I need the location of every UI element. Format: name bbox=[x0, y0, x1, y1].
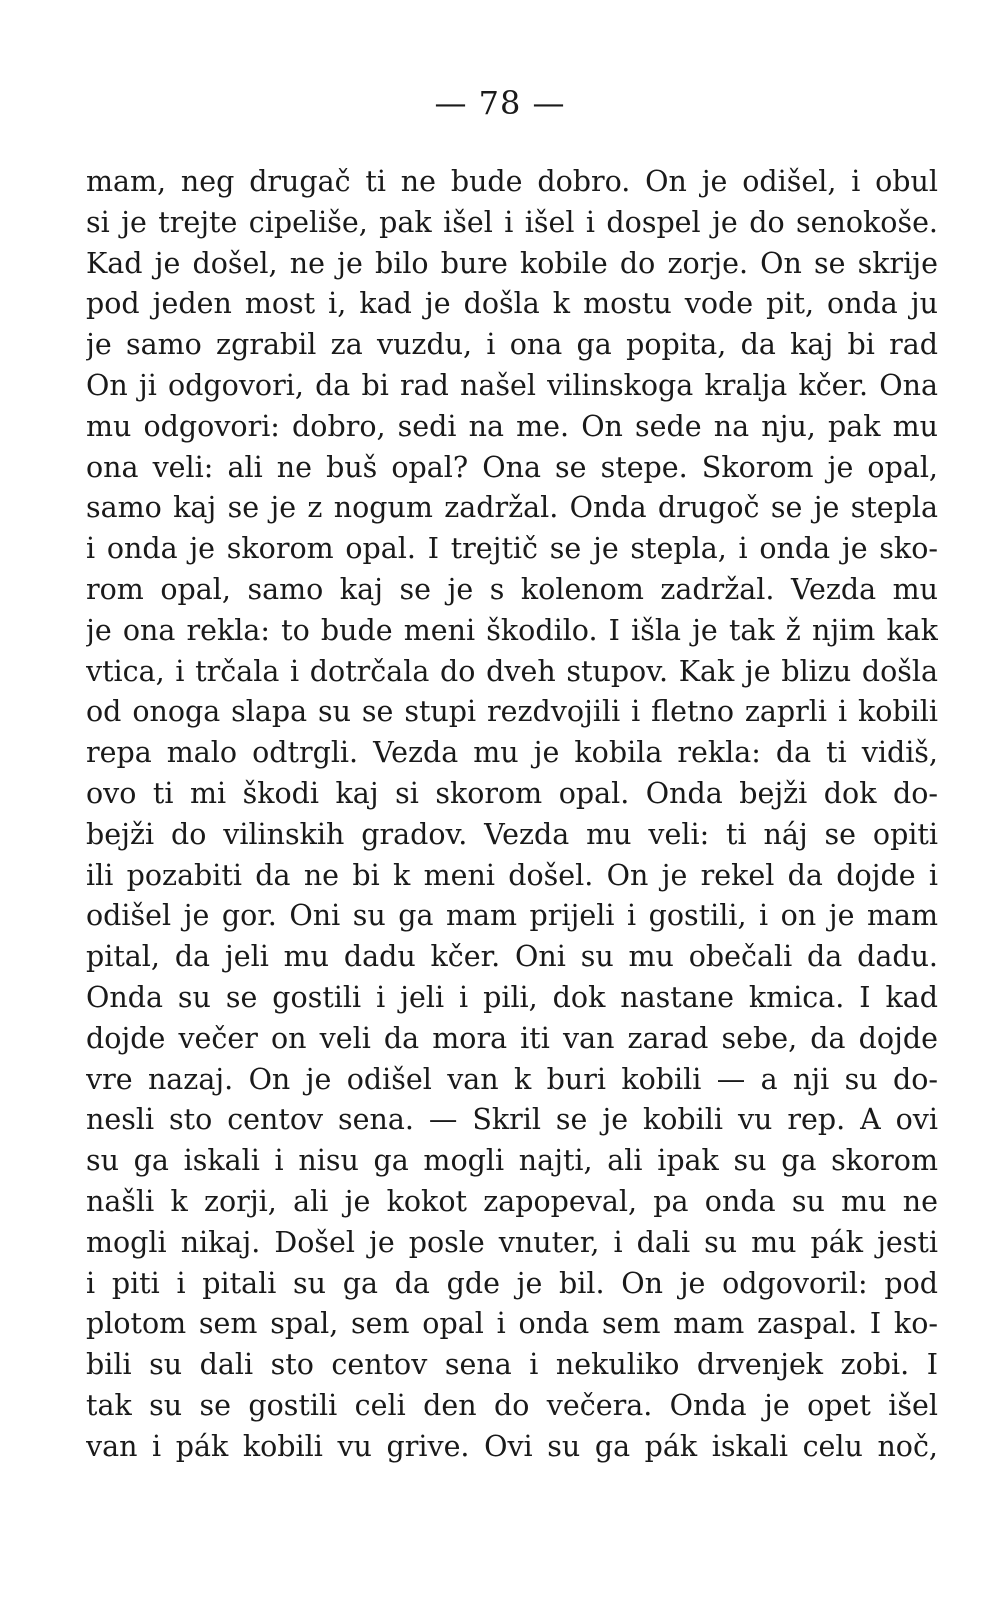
text-line: nesli sto centov sena. — Skril se je kobili vu rep. A ovi bbox=[86, 1103, 938, 1137]
text-line: bili su dali sto centov sena i nekuliko drvenjek zobi. I bbox=[86, 1348, 938, 1382]
body-text bbox=[86, 162, 938, 1468]
page-number: — 78 — bbox=[434, 84, 566, 122]
text-line: su ga iskali i nisu ga mogli najti, ali ipak su ga skorom bbox=[86, 1144, 938, 1178]
text-line: je ona rekla: to bude meni škodilo. I išla je tak ž njim kak bbox=[86, 613, 938, 647]
text-line: rom opal, samo kaj se je s kolenom zadržal. Vezda mu bbox=[86, 572, 938, 606]
text-line: repa malo odtrgli. Vezda mu je kobila rekla: da ti vidiš, bbox=[86, 736, 938, 770]
text-line: samo kaj se je z nogum zadržal. Onda drugoč se je stepla bbox=[86, 491, 938, 525]
text-line: pital, da jeli mu dadu kčer. Oni su mu obečali da dadu. bbox=[86, 940, 938, 974]
text-line: van i pák kobili vu grive. Ovi su ga pák iskali celu noč, bbox=[86, 1429, 938, 1463]
text-line: tak su se gostili celi den do večera. Onda je opet išel bbox=[86, 1388, 938, 1422]
text-line: Kad je došel, ne je bilo bure kobile do zorje. On se skrije bbox=[86, 246, 938, 280]
text-line: mu odgovori: dobro, sedi na me. On sede na nju, pak mu bbox=[86, 409, 938, 443]
text-line: si je trejte cipeliše, pak išel i išel i dospel je do senokoše. bbox=[86, 205, 938, 239]
text-line: plotom sem spal, sem opal i onda sem mam zaspal. I ko- bbox=[86, 1307, 938, 1341]
text-line: i piti i pitali su ga da gde je bil. On je odgovoril: pod bbox=[86, 1266, 938, 1300]
text-line: mam, neg drugač ti ne bude dobro. On je odišel, i obul bbox=[86, 165, 938, 198]
text-line: vre nazaj. On je odišel van k buri kobili — a nji su do- bbox=[86, 1062, 938, 1096]
text-line: je samo zgrabil za vuzdu, i ona ga popita, da kaj bi rad bbox=[86, 328, 938, 362]
text-line: od onoga slapa su se stupi rezdvojili i fletno zaprli i kobili bbox=[86, 695, 938, 729]
text-line: našli k zorji, ali je kokot zapopeval, pa onda su mu ne bbox=[86, 1184, 938, 1218]
text-line: dojde večer on veli da mora iti van zarad sebe, da dojde bbox=[86, 1021, 938, 1055]
text-line: mogli nikaj. Došel je posle vnuter, i dali su mu pák jesti bbox=[86, 1225, 938, 1259]
text-line: ona veli: ali ne buš opal? Ona se stepe. Skorom je opal, bbox=[86, 450, 938, 484]
text-line: vtica, i trčala i dotrčala do dveh stupov. Kak je blizu došla bbox=[86, 654, 938, 688]
text-line: ovo ti mi škodi kaj si skorom opal. Onda bejži dok do- bbox=[86, 776, 938, 810]
text-line: ili pozabiti da ne bi k meni došel. On je rekel da dojde i bbox=[86, 858, 938, 892]
text-line: pod jeden most i, kad je došla k mostu vode pit, onda ju bbox=[86, 287, 938, 321]
text-line: i onda je skorom opal. I trejtič se je stepla, i onda je sko- bbox=[86, 532, 938, 566]
text-line: odišel je gor. Oni su ga mam prijeli i gostili, i on je mam bbox=[86, 899, 938, 933]
text-line: bejži do vilinskih gradov. Vezda mu veli: ti náj se opiti bbox=[86, 817, 938, 851]
text-line: Onda su se gostili i jeli i pili, dok nastane kmica. I kad bbox=[86, 980, 938, 1014]
text-line: On ji odgovori, da bi rad našel vilinskoga kralja kčer. Ona bbox=[86, 368, 938, 402]
